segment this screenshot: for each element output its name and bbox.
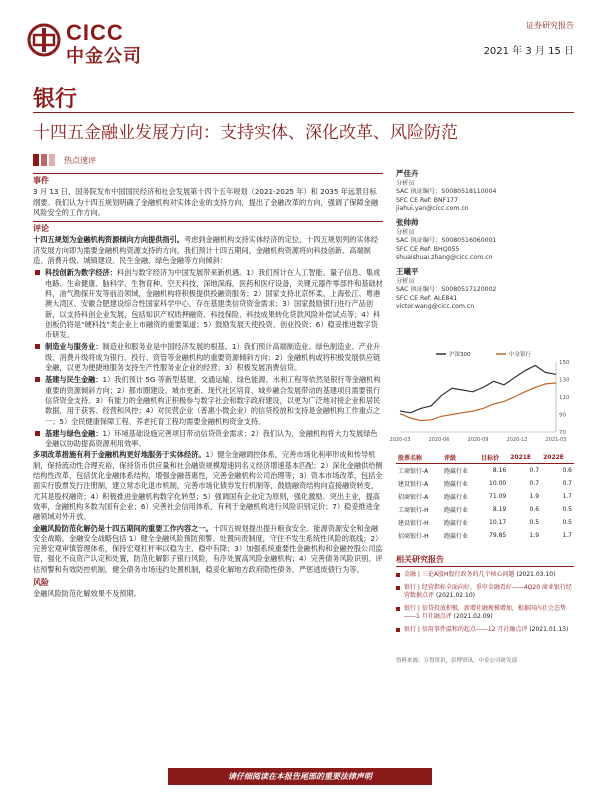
analyst-sfc: SFC CE Ref: BNF177 [396,196,459,204]
analyst-card [396,268,574,311]
footer [0,768,600,788]
table-cell: 1.9 [529,532,540,539]
analyst-name: 张帅帅 [396,218,419,228]
table-cell: 0.7 [529,467,540,474]
table-cell: 10.00 [489,480,507,487]
list-item [33,268,383,340]
table-cell: 0.7 [529,480,540,487]
bullet-icon [35,431,40,436]
tag-icon [33,154,59,166]
analyst-name: 严佳卉 [396,169,419,178]
event-text: 3 月 13 日，国务院发布中国国民经济和社会发展第十四个五年规划（2021-2025 年）和 2035 年远景目标纲要。我们认为十四五规划明确了金融机构对实体企业的支持方向，提出了金融改革的方向，强调了保障金融风险安全的工作方向。 [33,187,379,217]
table-cell: 跑赢行业 [443,533,468,540]
legend-label: 中金银行 [509,352,532,358]
commentary-intro-bold: 十四五规划为金融机构资源倾向方向提供指引。 [33,235,184,245]
related-report-title[interactable]: 银行 | 信用事件温和的起点——12 月社融点评 [404,626,528,633]
x-tick-label: 2020-12 [506,437,528,443]
table-cell: 工商银行-A [398,468,429,475]
table-cell: 跑赢行业 [443,520,468,527]
analyst-panel [396,170,574,317]
list-item-bold: 基建与民生金融： [45,375,103,385]
related-report-title[interactable]: 金融 | 三论A股H股行政务的几个核心问题 [404,571,515,578]
table-cell: 71.09 [489,493,507,500]
legend-label: 沪深300 [449,352,471,358]
list-item [33,375,383,426]
list-item-bold: 基建与绿色金融： [45,428,103,438]
y-tick-label: 150 [559,360,570,366]
analyst-license: SAC 执证编号：S0080516060001 [396,237,497,245]
report-type: 证券研究报告 [526,21,574,30]
list-item-text: 制造业和服务业是中国经济发展的根基。1）我们预计高端制造业、绿色制造业、产业升级、消费升级将成为银行、投行、资管等金融机构的重要资源倾斜方向；2）金融机构或将积极发展供应链金融，以更为便捷地服务支持生产性服务业企业的经营；3）积极发展消费信贷。 [45,342,381,373]
performance-chart [389,348,574,448]
analyst-email[interactable]: victor.wang@cicc.com.cn [396,302,475,310]
analyst-email[interactable]: jiahui.yan@cicc.com.cn [396,204,469,212]
chart-svg [389,348,574,448]
reform-text: 1）健全金融调控体系，完善市场化利率形成和传导机制，保持流动性合理充裕，保持货币供应量和社会融资规模增速同名义经济增速基本匹配；2）深化金融供给侧结构性改革，包括优化金融体系结构，增强金融普惠性，完善金融机构公司治理等；3）资本市场改革，包括全面实行股票发行注册制，建立常态化退市机制，完善市场化债券发行机制等，鼓励融资结构向直接融资转变，尤其是股权融资；4）积极推进金融机构数字化转型；5）强调国有企业定为原则，强化激励、突出主业，提高效率，金融机构多数为国有企业；6）完善社会信用体系，有利于金融机构进行风险识别定价；7）稳妥推进金融领域对外开放。 [33,450,383,522]
legal-notice: 请仔细阅读在本报告尾部的重要法律声明 [168,768,432,785]
analyst-role: 分析员 [396,278,415,286]
cicc-logo-icon [26,22,62,58]
table-cell: 8.16 [492,467,507,474]
x-tick-label: 2021-03 [545,437,567,443]
table-cell: 工商银行-H [398,507,429,514]
analyst-sfc: SFC CE Ref: ALE841 [396,294,458,302]
commentary-intro [33,235,383,266]
y-tick-label: 130 [559,377,570,384]
list-item-text: 1）环境基础设施完善项目带动信贷资金需求；2）我们认为，金融机构将大力发展绿色金融以协助提高资源利用效率。 [45,428,378,449]
related-report-title[interactable]: 银行 | 信贷投放积极，新增社融规模增加，根据国内社会态势——1 月社融点评 [404,605,566,620]
reform-paragraph [33,450,383,522]
analyst-card [396,170,574,213]
bullet-icon [396,573,400,577]
table-header: 2021E [508,452,541,464]
risk-control-bold: 金融风险防范化解仍是十四五期间的重要工作内容之一。 [33,523,213,533]
related-report-link[interactable] [396,605,574,621]
table-cell: 1.7 [562,532,572,539]
related-report-link[interactable] [396,626,574,634]
table-header: 目标价 [479,452,508,464]
source-note: 资料来源：万得资讯，彭博资讯，中金公司研究部 [396,658,518,664]
table-cell: 建设银行-A [398,481,429,488]
x-tick-label: 2020-03 [389,437,411,443]
bullet-icon [396,607,400,611]
related-report-date: (2021.02.10) [435,592,475,599]
related-heading: 相关研究报告 [396,556,574,567]
table-cell: 跑赢行业 [443,481,468,488]
stock-rating-table [396,452,574,542]
table-header-row [396,452,574,464]
analyst-card [396,219,574,262]
logo-text-en: CICC [66,20,124,45]
list-item-bold: 制造业与服务业： [45,342,103,352]
y-tick-label: 110 [559,395,570,401]
table-header: 评级 [442,452,479,464]
related-report-date: (2021.01.13) [529,626,569,633]
table-cell: 跑赢行业 [443,507,468,514]
table-header: 2022E [541,452,574,464]
table-row [396,464,574,478]
related-report-date: (2021.03.10) [516,571,556,578]
table-cell: 跑赢行业 [443,494,468,501]
analyst-sfc: SFC CE Ref: BHQ055 [396,245,460,253]
y-tick-label: 90 [559,412,566,419]
analyst-role: 分析员 [396,229,415,237]
commentary-intro-text: 考虑到金融机构支持实体经济的定位，十四五规划列的实体经济发展方向即为需要金融机构资源支持的方向，我们预计十四五期间，金融机构资源将向科技创新、高端制造、消费升级、城镇建设、民生金融、绿色金融等方向倾斜： [33,235,379,266]
analyst-name: 王曦平 [396,267,419,277]
divider [33,112,574,113]
table-cell: 0.6 [529,506,540,513]
list-item-text: 1）我们预计 5G 等新型基建、交通运输、绿色能源、水利工程等依然是银行等金融机构重要的资源倾斜方向；2）都市圈建设、城市更新、现代社区培育、城乡融合发展带动的基建项目需要银行信贷资金支持。3）有能力的金融机构正积极参与数字社会和数字政府建设，以更为广泛地对接企业和居民数据，用于获客、经营和风控；4）对民营企业（普惠小微企业）的信贷投放和支持是金融机构工作重点之一；5）全民健康保障工程、养老托育工程均需要金融机构资金支持。 [45,375,381,426]
table-cell: 0.5 [529,519,540,526]
table-cell: 0.6 [562,467,572,474]
list-item-bold: 科技创新为数字经济： [45,268,117,278]
related-report-link[interactable] [396,584,574,600]
sector-title: 银行 [33,87,78,112]
table-cell: 8.19 [492,506,507,513]
table-cell: 79.85 [489,532,507,539]
table-cell: 1.7 [562,493,572,500]
table-cell: 0.7 [562,480,572,487]
risk-heading: 风险 [33,577,49,587]
x-tick-label: 2020-09 [467,437,489,443]
report-date: 2021 年 3 月 15 日 [483,46,574,57]
y-tick-label: 70 [559,430,566,436]
bullet-icon [35,270,40,275]
series-line [400,383,556,421]
related-report-title[interactable]: 银行 | 经营指标全面向好，重申金融看好——4Q20 商业银行经营数据点评 [404,584,572,599]
report-title: 十四五金融业发展方向：支持实体、深化改革、风险防范 [33,123,458,143]
bullet-icon [396,628,400,632]
list-item [33,429,383,450]
table-row [396,529,574,542]
x-tick-label: 2020-06 [428,437,450,443]
list-item-text: 科创与数字经济为中国发展带来新机遇。1）我们预计在人工智能、量子信息、集成电路、生命健康、脑科学、生物育种、空天科技、深地深海，医药和医疗设备，关键元器件零部件和基础材料，油气勘探开发等前沿领域，金融机构将积极提供投融资服务；2）国家支持北京怀柔、上海张江、粤港澳大湾区、安徽合肥建设综合性国家科学中心，存在基建类信贷资金需求；3）国家鼓励银行进行产品创新，以支持科创企业发展，包括知识产权质押融资、科技保险、科技成果转化贷款风险补偿试点等；4）科创板仍将是“硬科技”类企业上市融资的重要渠道；5）鼓励发展天使投资、创业投资；6）稳妥推进数字货币研发。 [45,268,383,340]
table-cell: 招商银行-A [398,494,429,501]
related-reports [396,556,574,639]
analyst-license: SAC 执证编号：S0080517120002 [396,286,497,294]
analyst-email[interactable]: shuaishuai.zhang@cicc.com.cn [396,253,493,261]
table-cell: 建设银行-H [398,520,429,527]
table-row [396,516,574,529]
main-content [33,170,383,600]
reform-bold: 多项改革措施有利于金融机构更好地服务于实体经济。 [33,450,206,460]
bullet-icon [35,344,40,349]
table-cell: 招商银行-H [398,533,429,540]
table-row [396,490,574,503]
risk-control-paragraph [33,524,383,575]
table-cell: 0.5 [562,506,572,513]
bullet-icon [35,377,40,382]
bullet-icon [396,586,400,590]
table-row [396,503,574,516]
event-heading: 事件 [33,173,383,186]
table-cell: 0.5 [562,519,572,526]
related-report-date: (2021.02.09) [453,613,493,620]
logo-text-cn: 中金公司 [66,46,142,67]
table-header: 股票名称 [396,452,442,464]
commentary-heading: 评论 [33,221,383,234]
table-cell: 跑赢行业 [443,468,468,475]
analyst-role: 分析员 [396,180,415,188]
risk-text: 金融风险防范化解效果不及预期。 [33,589,141,599]
company-logo [26,18,176,68]
table-cell: 1.9 [529,493,540,500]
analyst-license: SAC 执证编号：S0080518110004 [396,188,497,196]
risk-control-text: 十四五规划提出提升粮食安全、能源资源安全和金融安全战略。金融安全战略包括 1）健全金融风险预防预警、处置问责制度，守住不发生系统性风险的底线；2）完善宏观审慎管理体系，保持宏观杠杆率以稳为主、稳中有降；3）加强系统重要性金融机构和金融控股公司监管，强化不良资产认定和处置，防范化解影子银行风险，有序处置高风险金融机构；4）完善债务风险识别、评估预警和有效防控机制，健全债务市场违约处置机制，稳妥化解地方政府隐性债务，严惩逃废债行为等。 [33,523,383,574]
table-cell: 10.17 [489,519,507,526]
report-tag: 热点速评 [64,156,96,165]
table-row [396,477,574,490]
related-report-link[interactable] [396,571,574,579]
list-item [33,342,383,373]
